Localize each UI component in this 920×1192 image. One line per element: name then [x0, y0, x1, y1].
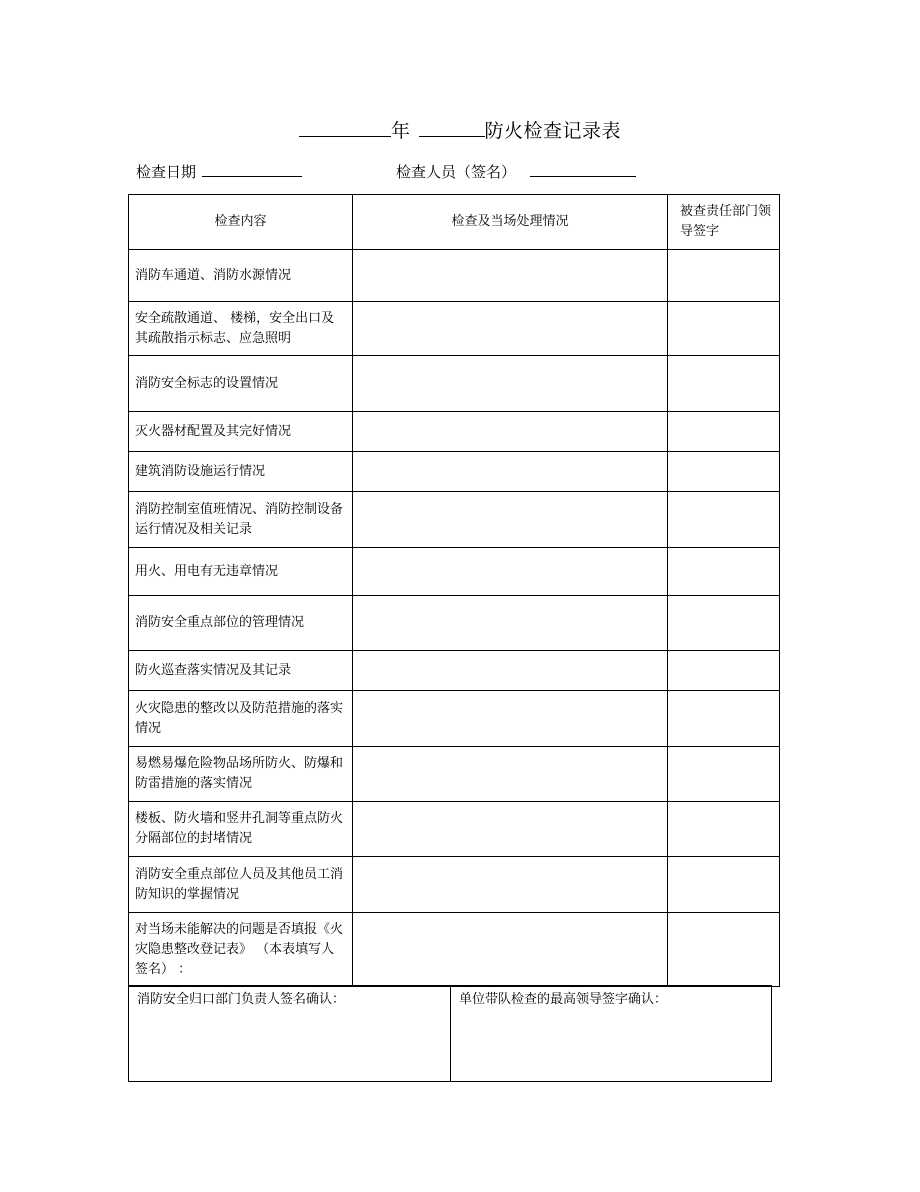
- table-row: [129, 548, 780, 596]
- row-label: 安全疏散通道、 楼梯，安全出口及其疏散指示标志、应急照明: [129, 302, 353, 356]
- row-label: 消防控制室值班情况、消防控制设备运行情况及相关记录: [129, 492, 353, 548]
- row-signature-cell[interactable]: [668, 548, 780, 596]
- table-row: [129, 857, 780, 913]
- table-row: [129, 492, 780, 548]
- inspector-label: 检查人员（签名）: [396, 163, 517, 181]
- row-signature-cell[interactable]: [668, 913, 780, 987]
- table-header-row: [129, 195, 780, 250]
- row-signature-cell[interactable]: [668, 596, 780, 651]
- row-signature-cell[interactable]: [668, 651, 780, 691]
- row-handling-cell[interactable]: [353, 913, 668, 987]
- header-inspection-content: 检查内容: [129, 195, 353, 250]
- row-signature-cell[interactable]: [668, 691, 780, 747]
- row-signature-cell[interactable]: [668, 302, 780, 356]
- row-signature-cell[interactable]: [668, 412, 780, 452]
- row-handling-cell[interactable]: [353, 548, 668, 596]
- row-label: 楼板、防火墙和竖井孔洞等重点防火分隔部位的封堵情况: [129, 802, 353, 857]
- inspection-date-label: 检查日期: [136, 163, 197, 181]
- table-row: [129, 356, 780, 412]
- row-handling-cell[interactable]: [353, 691, 668, 747]
- dept-head-signature-label: 消防安全归口部门负责人签名确认：: [137, 992, 346, 1007]
- inspection-date-field[interactable]: [202, 160, 302, 177]
- row-label: 消防车通道、消防水源情况: [129, 250, 353, 302]
- row-handling-cell[interactable]: [353, 452, 668, 492]
- table-row: [129, 747, 780, 802]
- inspector-signature-field[interactable]: [530, 160, 636, 177]
- row-handling-cell[interactable]: [353, 747, 668, 802]
- unit-leader-signature-label: 单位带队检查的最高领导签字确认：: [459, 992, 668, 1007]
- page-title: [0, 116, 920, 143]
- row-label: 消防安全标志的设置情况: [129, 356, 353, 412]
- table-row: [129, 452, 780, 492]
- year-blank[interactable]: [299, 118, 391, 137]
- row-handling-cell[interactable]: [353, 492, 668, 548]
- row-label: 易燃易爆危险物品场所防火、防爆和防雷措施的落实情况: [129, 747, 353, 802]
- table-row: [129, 691, 780, 747]
- row-handling-cell[interactable]: [353, 857, 668, 913]
- row-handling-cell[interactable]: [353, 250, 668, 302]
- row-label: 对当场未能解决的问题是否填报《火灾隐患整改登记表》 （本表填写人签名） ：: [129, 913, 353, 987]
- row-label: 火灾隐患的整改以及防范措施的落实情况: [129, 691, 353, 747]
- header-dept-signature: 被查责任部门领导签字: [668, 195, 780, 250]
- row-label: 灭火器材配置及其完好情况: [129, 412, 353, 452]
- table-row: [129, 913, 780, 987]
- row-signature-cell[interactable]: [668, 747, 780, 802]
- row-signature-cell[interactable]: [668, 356, 780, 412]
- row-signature-cell[interactable]: [668, 857, 780, 913]
- row-signature-cell[interactable]: [668, 802, 780, 857]
- row-label: 消防安全重点部位人员及其他员工消防知识的掌握情况: [129, 857, 353, 913]
- dept-head-signature-cell[interactable]: [129, 986, 451, 1082]
- signature-row: [129, 986, 772, 1082]
- header-handling-status: 检查及当场处理情况: [353, 195, 668, 250]
- inspection-table: [128, 194, 780, 987]
- row-handling-cell[interactable]: [353, 596, 668, 651]
- table-row: [129, 250, 780, 302]
- inspector-line: [396, 160, 636, 182]
- row-handling-cell[interactable]: [353, 302, 668, 356]
- table-row: [129, 651, 780, 691]
- row-label: 防火巡查落实情况及其记录: [129, 651, 353, 691]
- row-handling-cell[interactable]: [353, 356, 668, 412]
- unit-blank[interactable]: [419, 118, 485, 137]
- signature-table: [128, 985, 772, 1082]
- inspection-date-line: [136, 160, 302, 182]
- table-row: [129, 302, 780, 356]
- row-handling-cell[interactable]: [353, 651, 668, 691]
- row-handling-cell[interactable]: [353, 802, 668, 857]
- row-label: 建筑消防设施运行情况: [129, 452, 353, 492]
- row-signature-cell[interactable]: [668, 452, 780, 492]
- unit-leader-signature-cell[interactable]: [451, 986, 772, 1082]
- table-row: [129, 412, 780, 452]
- row-handling-cell[interactable]: [353, 412, 668, 452]
- table-row: [129, 596, 780, 651]
- row-signature-cell[interactable]: [668, 250, 780, 302]
- form-title: 防火检查记录表: [484, 120, 622, 142]
- row-signature-cell[interactable]: [668, 492, 780, 548]
- year-suffix: 年: [390, 120, 411, 142]
- row-label: 消防安全重点部位的管理情况: [129, 596, 353, 651]
- row-label: 用火、用电有无违章情况: [129, 548, 353, 596]
- table-row: [129, 802, 780, 857]
